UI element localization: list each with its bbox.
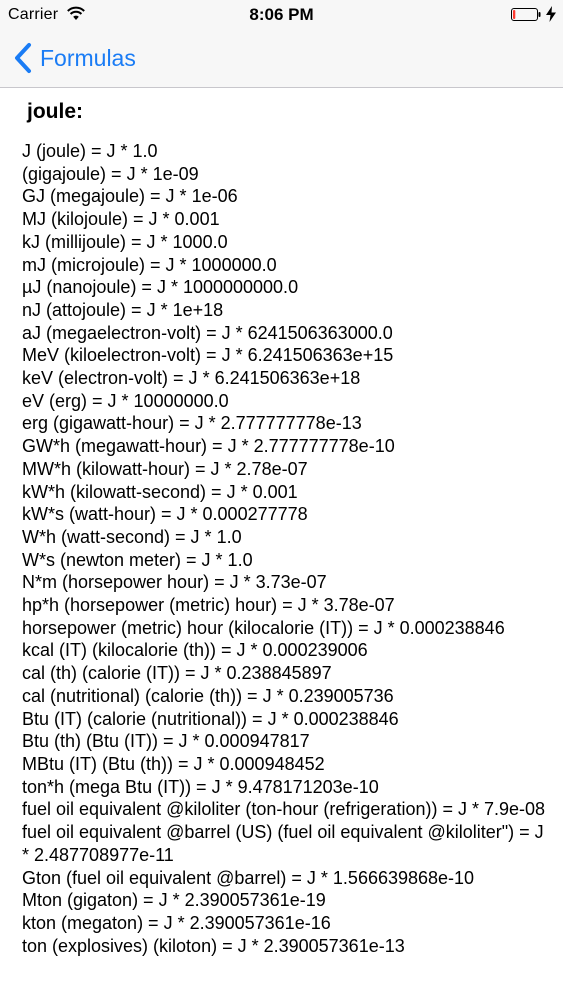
formula-list (22, 140, 546, 957)
formula-item: kcal (IT) (kilocalorie (th)) = J * 0.000239006 (22, 640, 368, 661)
formula-item: Mton (gigaton) = J * 2.390057361e-19 (22, 890, 326, 911)
formula-item: GJ (megajoule) = J * 1e-06 (22, 186, 238, 207)
chevron-left-icon (12, 42, 34, 74)
formula-content[interactable] (0, 88, 563, 1000)
formula-item: MJ (kilojoule) = J * 0.001 (22, 209, 220, 230)
formula-item: kW*h (kilowatt-second) = J * 0.001 (22, 481, 298, 502)
formula-item: kW*s (watt-hour) = J * 0.000277778 (22, 504, 308, 525)
formula-item: Gton (fuel oil equivalent @barrel) = J * 1.566639868e-10 (22, 867, 475, 888)
back-button[interactable] (12, 40, 136, 76)
formula-item: aJ (megaelectron-volt) = J * 6241506363000.0 (22, 322, 393, 343)
formula-item: ton (explosives) (kiloton) = J * 2.390057361e-13 (22, 935, 405, 956)
unit-section-title: joule: (27, 100, 83, 123)
formula-item: erg (gigawatt-hour) = J * 2.777777778e-13 (22, 413, 362, 434)
back-button-label: Formulas (40, 44, 136, 71)
formula-item: GW*h (megawatt-hour) = J * 2.777777778e-10 (22, 436, 395, 457)
navigation-bar (0, 30, 563, 88)
status-bar (0, 0, 563, 30)
formula-item: fuel oil equivalent @barrel (US) (fuel oil equivalent @kiloliter") = J * 2.487708977e-11 (22, 822, 544, 865)
formula-item: MBtu (IT) (Btu (th)) = J * 0.000948452 (22, 753, 325, 774)
formula-item: MeV (kiloelectron-volt) = J * 6.241506363e+15 (22, 345, 394, 366)
battery-icon (511, 8, 541, 21)
formula-item: mJ (microjoule) = J * 1000000.0 (22, 254, 277, 275)
charging-bolt-icon (546, 6, 556, 22)
formula-item: ton*h (mega Btu (IT)) = J * 9.478171203e-10 (22, 776, 379, 797)
formula-item: µJ (nanojoule) = J * 1000000000.0 (22, 277, 299, 298)
formula-item: cal (nutritional) (calorie (th)) = J * 0.239005736 (22, 685, 394, 706)
formula-item: kJ (millijoule) = J * 1000.0 (22, 231, 228, 252)
formula-item: (gigajoule) = J * 1e-09 (22, 163, 199, 184)
formula-item: N*m (horsepower hour) = J * 3.73e-07 (22, 572, 327, 593)
formula-item: W*h (watt-second) = J * 1.0 (22, 526, 242, 547)
formula-item: cal (th) (calorie (IT)) = J * 0.238845897 (22, 663, 332, 684)
formula-item: Btu (IT) (calorie (nutritional)) = J * 0.000238846 (22, 708, 399, 729)
formula-item: Btu (th) (Btu (IT)) = J * 0.000947817 (22, 731, 310, 752)
formula-item: kton (megaton) = J * 2.390057361e-16 (22, 912, 331, 933)
formula-item: W*s (newton meter) = J * 1.0 (22, 549, 253, 570)
formula-item: MW*h (kilowatt-hour) = J * 2.78e-07 (22, 458, 308, 479)
status-time: 8:06 PM (249, 5, 314, 24)
formula-item: fuel oil equivalent @kiloliter (ton-hour (refrigeration)) = J * 7.9e-08 (22, 799, 546, 820)
formula-item: horsepower (metric) hour (kilocalorie (IT)) = J * 0.000238846 (22, 617, 505, 638)
formula-item: nJ (attojoule) = J * 1e+18 (22, 299, 224, 320)
carrier-label: Carrier (8, 6, 59, 23)
formula-item: eV (erg) = J * 10000000.0 (22, 390, 229, 411)
formula-item: J (joule) = J * 1.0 (22, 141, 158, 161)
formula-item: keV (electron-volt) = J * 6.241506363e+18 (22, 368, 361, 389)
formula-item: hp*h (horsepower (metric) hour) = J * 3.78e-07 (22, 595, 395, 616)
